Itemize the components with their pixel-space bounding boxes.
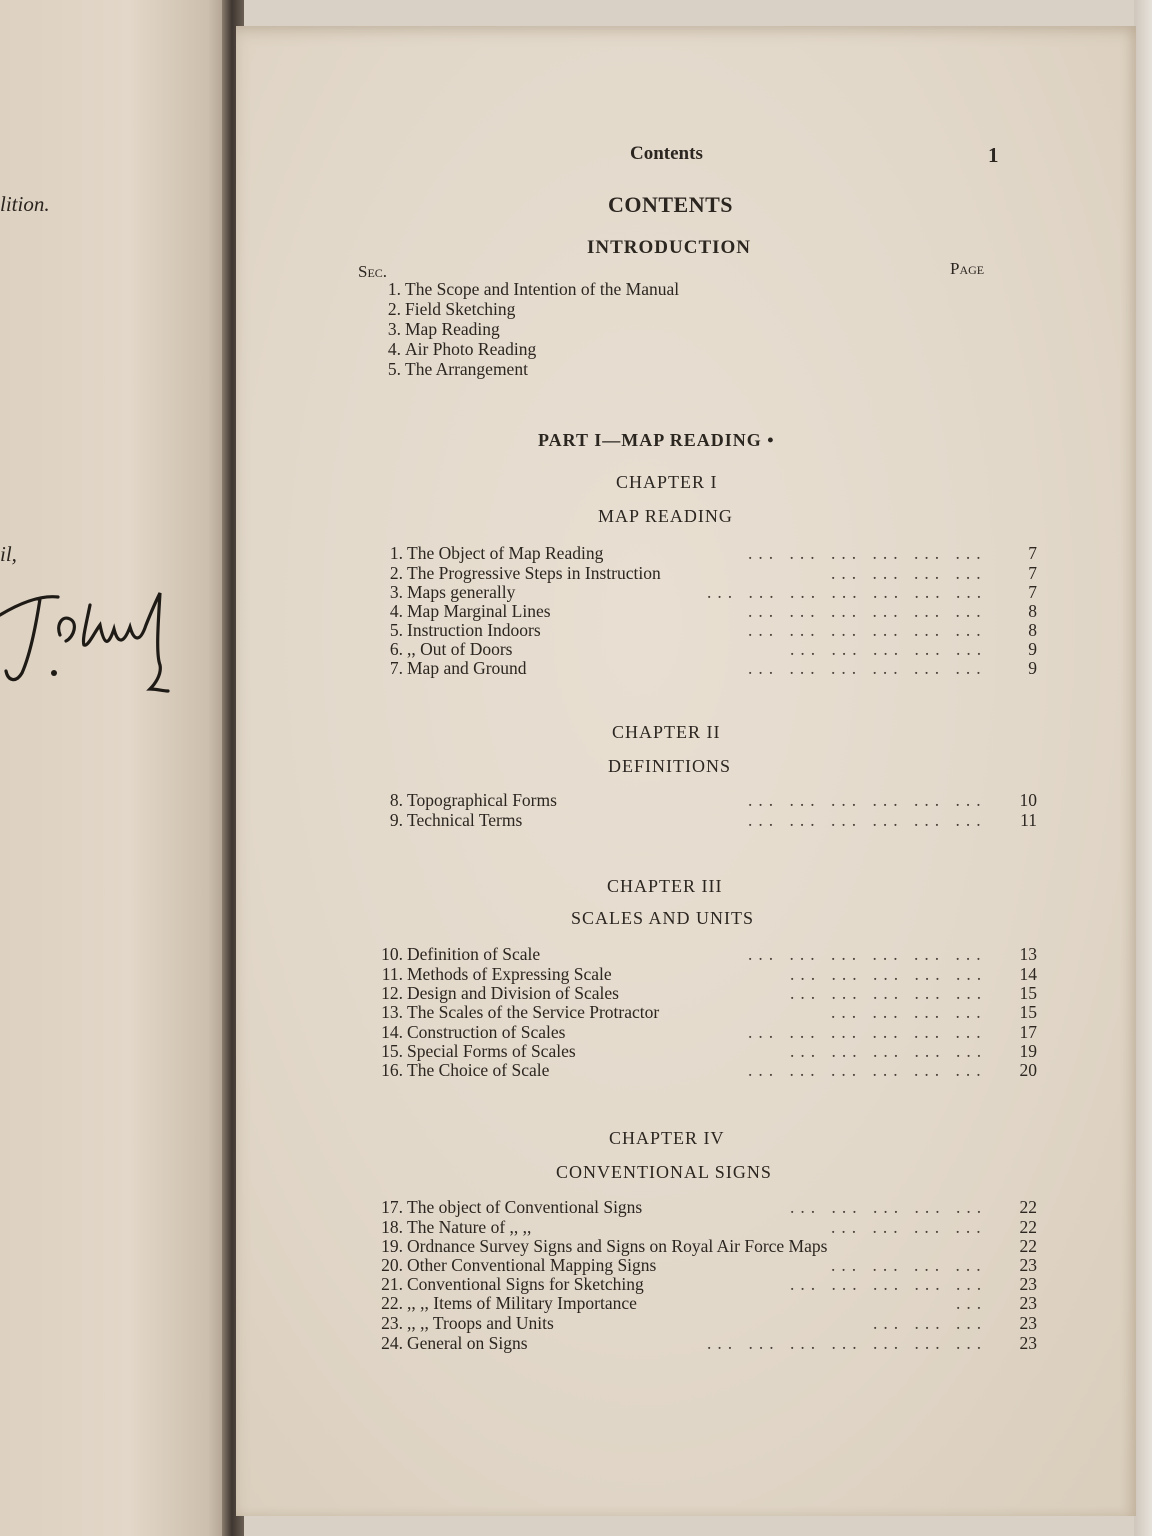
running-head: Contents bbox=[630, 143, 703, 164]
leader-dots: ... ... ... ... ... bbox=[790, 1041, 988, 1061]
page-ref: 20 bbox=[1019, 1060, 1037, 1080]
section-title: General on Signs bbox=[407, 1333, 528, 1353]
section-number: 21. bbox=[381, 1274, 403, 1294]
leader-dots: ... ... ... ... ... bbox=[790, 1274, 988, 1294]
chapter-name: SCALES AND UNITS bbox=[571, 908, 755, 928]
leader-dots: ... ... ... bbox=[873, 1313, 988, 1333]
leader-dots: ... ... ... ... ... ... bbox=[748, 1022, 987, 1042]
section-number: 19. bbox=[381, 1236, 403, 1256]
page-ref: 7 bbox=[1028, 563, 1037, 583]
page-ref: 23 bbox=[1019, 1274, 1037, 1294]
leader-dots: ... ... ... ... ... bbox=[790, 964, 988, 984]
page-ref: 22 bbox=[1019, 1236, 1037, 1256]
leader-dots: ... ... ... ... ... bbox=[790, 1197, 988, 1217]
section-title: The Scales of the Service Protractor bbox=[407, 1002, 660, 1022]
chapter-heading: CHAPTER IV bbox=[609, 1128, 725, 1148]
section-number: 5. bbox=[387, 359, 401, 379]
section-number: 3. bbox=[387, 319, 401, 339]
page-ref: 23 bbox=[1019, 1255, 1037, 1275]
section-number: 2. bbox=[389, 563, 403, 583]
section-title: Map Reading bbox=[405, 319, 500, 339]
section-number: 5. bbox=[389, 620, 403, 640]
section-title: Conventional Signs for Sketching bbox=[407, 1274, 644, 1294]
chapter-name: DEFINITIONS bbox=[608, 756, 731, 776]
page-column-label: Page bbox=[950, 259, 985, 278]
left-page-fragment: il, bbox=[0, 542, 17, 566]
leader-dots: ... ... ... ... ... ... bbox=[748, 790, 987, 810]
page-ref: 14 bbox=[1019, 964, 1037, 984]
chapter-heading: CHAPTER I bbox=[616, 472, 718, 492]
page-ref: 7 bbox=[1028, 582, 1037, 602]
page-ref: 7 bbox=[1028, 543, 1037, 563]
section-title: ,, ,, Items of Military Importance bbox=[407, 1293, 637, 1313]
section-title: Map and Ground bbox=[407, 658, 527, 678]
section-title: Air Photo Reading bbox=[405, 339, 537, 359]
section-number: 10. bbox=[381, 944, 403, 964]
leader-dots: ... ... ... ... ... ... ... bbox=[707, 582, 988, 602]
leader-dots: ... ... ... ... bbox=[831, 1002, 987, 1022]
leader-dots: ... ... ... ... bbox=[831, 1255, 987, 1275]
section-number: 24. bbox=[381, 1333, 403, 1353]
page-edge bbox=[1134, 0, 1152, 1536]
leader-dots: ... ... ... ... ... bbox=[790, 639, 988, 659]
part-heading: PART I—MAP READING • bbox=[538, 430, 775, 450]
section-title: Map Marginal Lines bbox=[407, 601, 551, 621]
section-number: 20. bbox=[381, 1255, 403, 1275]
section-number: 17. bbox=[381, 1197, 403, 1217]
introduction-heading: INTRODUCTION bbox=[587, 237, 752, 258]
page-ref: 23 bbox=[1019, 1333, 1037, 1353]
page-title: CONTENTS bbox=[608, 192, 734, 217]
leader-dots: ... ... ... ... bbox=[831, 563, 987, 583]
section-title: The Object of Map Reading bbox=[407, 543, 604, 563]
chapter-heading: CHAPTER II bbox=[612, 722, 721, 742]
section-number: 14. bbox=[381, 1022, 403, 1042]
section-number: 8. bbox=[389, 790, 403, 810]
leader-dots: ... ... ... ... ... ... bbox=[748, 601, 987, 621]
section-title: ,, ,, Troops and Units bbox=[407, 1313, 554, 1333]
section-title: Definition of Scale bbox=[407, 944, 541, 964]
section-title: Design and Division of Scales bbox=[407, 983, 619, 1003]
section-title: The Choice of Scale bbox=[407, 1060, 550, 1080]
chapter-name: CONVENTIONAL SIGNS bbox=[556, 1162, 772, 1182]
section-number: 22. bbox=[381, 1293, 403, 1313]
section-title: ,, Out of Doors bbox=[407, 639, 513, 659]
page-ref: 23 bbox=[1019, 1313, 1037, 1333]
page-ref: 23 bbox=[1019, 1293, 1037, 1313]
section-number: 7. bbox=[389, 658, 403, 678]
leader-dots: ... ... ... ... ... ... bbox=[748, 658, 987, 678]
page-ref: 11 bbox=[1020, 810, 1037, 830]
chapter-name: MAP READING bbox=[598, 506, 733, 526]
section-number: 13. bbox=[381, 1002, 403, 1022]
page-number: 1 bbox=[988, 143, 999, 167]
leader-dots: ... ... ... ... ... ... bbox=[748, 810, 987, 830]
section-number: 2. bbox=[387, 299, 401, 319]
page-ref: 15 bbox=[1019, 1002, 1037, 1022]
section-title: The Progressive Steps in Instruction bbox=[407, 563, 661, 583]
section-title: The object of Conventional Signs bbox=[407, 1197, 643, 1217]
section-title: The Nature of ,, ,, bbox=[407, 1217, 532, 1237]
section-number: 1. bbox=[387, 279, 401, 299]
section-number: 6. bbox=[389, 639, 403, 659]
left-page-fragment: lition. bbox=[0, 192, 50, 216]
section-number: 16. bbox=[381, 1060, 403, 1080]
section-number: 23. bbox=[381, 1313, 403, 1333]
page-ref: 13 bbox=[1019, 944, 1037, 964]
section-title: Topographical Forms bbox=[407, 790, 557, 810]
section-title: Field Sketching bbox=[405, 299, 516, 319]
section-title: The Arrangement bbox=[405, 359, 528, 379]
page-ref: 19 bbox=[1019, 1041, 1037, 1061]
page-ref: 15 bbox=[1019, 983, 1037, 1003]
page-ref: 9 bbox=[1028, 658, 1037, 678]
leader-dots: ... ... ... ... ... ... bbox=[748, 620, 987, 640]
leader-dots: ... ... ... ... ... bbox=[790, 983, 988, 1003]
section-title: Methods of Expressing Scale bbox=[407, 964, 612, 984]
page-ref: 10 bbox=[1019, 790, 1037, 810]
sec-column-label: Sec. bbox=[358, 262, 388, 281]
section-number: 12. bbox=[381, 983, 403, 1003]
section-number: 4. bbox=[387, 339, 401, 359]
section-number: 1. bbox=[389, 543, 403, 563]
chapter-heading: CHAPTER III bbox=[607, 876, 723, 896]
page-ref: 22 bbox=[1019, 1217, 1037, 1237]
section-number: 9. bbox=[389, 810, 403, 830]
page-ref: 8 bbox=[1028, 620, 1037, 640]
section-title: Instruction Indoors bbox=[407, 620, 541, 640]
section-title: Technical Terms bbox=[407, 810, 523, 830]
signature bbox=[0, 585, 200, 715]
section-number: 18. bbox=[381, 1217, 403, 1237]
section-number: 4. bbox=[389, 601, 403, 621]
section-title: Special Forms of Scales bbox=[407, 1041, 576, 1061]
leader-dots: ... ... ... ... bbox=[831, 1217, 987, 1237]
leader-dots: ... bbox=[956, 1293, 988, 1313]
section-title: Maps generally bbox=[407, 582, 516, 602]
leader-dots: ... ... ... ... ... ... ... bbox=[707, 1333, 988, 1353]
contents-page bbox=[236, 26, 1136, 1516]
section-title: Ordnance Survey Signs and Signs on Royal Air Force Maps bbox=[407, 1236, 828, 1256]
left-facing-page bbox=[0, 0, 236, 1536]
leader-dots: ... ... ... ... ... ... bbox=[748, 944, 987, 964]
section-number: 3. bbox=[389, 582, 403, 602]
section-number: 11. bbox=[381, 964, 403, 984]
leader-dots: ... ... ... ... ... ... bbox=[748, 543, 987, 563]
section-title: Other Conventional Mapping Signs bbox=[407, 1255, 657, 1275]
page-ref: 17 bbox=[1019, 1022, 1037, 1042]
section-title: Construction of Scales bbox=[407, 1022, 566, 1042]
leader-dots: ... ... ... ... ... ... bbox=[748, 1060, 987, 1080]
page-ref: 8 bbox=[1028, 601, 1037, 621]
page-ref: 9 bbox=[1028, 639, 1037, 659]
page-ref: 22 bbox=[1019, 1197, 1037, 1217]
section-title: The Scope and Intention of the Manual bbox=[405, 279, 680, 299]
section-number: 15. bbox=[381, 1041, 403, 1061]
